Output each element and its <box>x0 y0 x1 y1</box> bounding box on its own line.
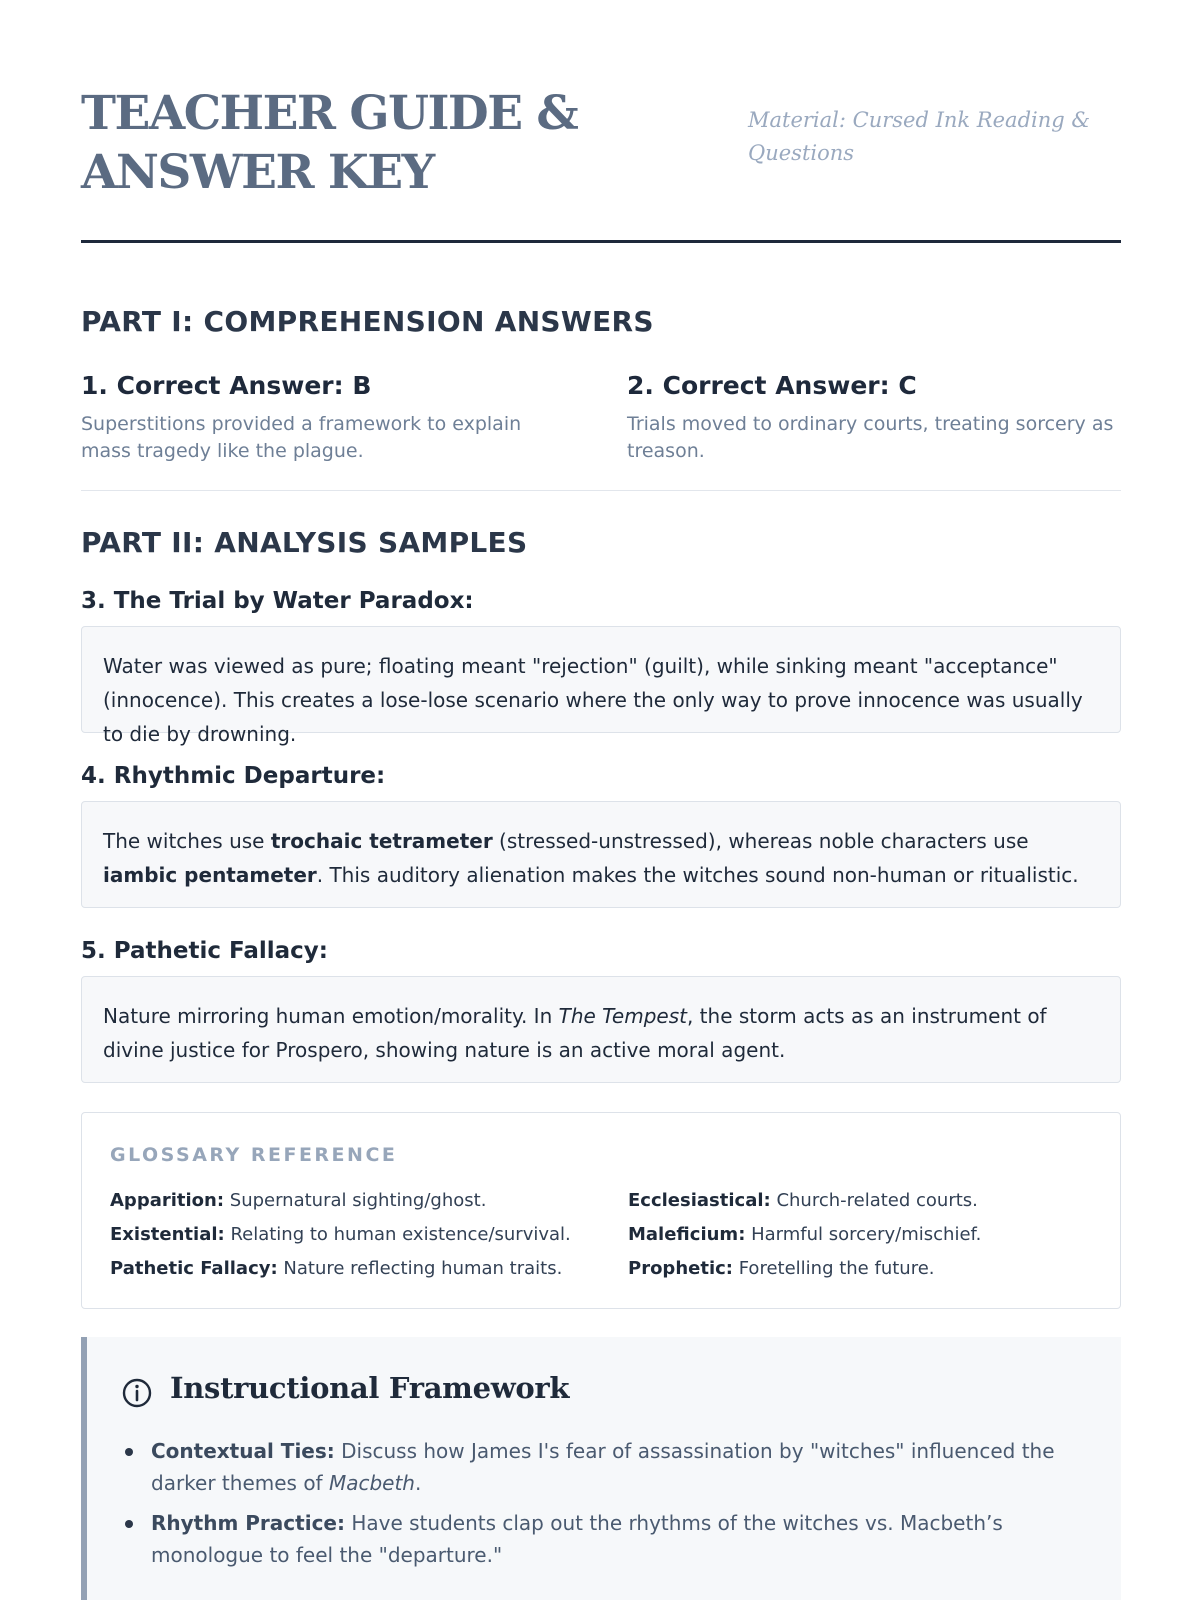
page <box>81 0 1121 1567</box>
glossary-item <box>628 1190 978 1211</box>
question-4-text-1: The witches use <box>103 829 271 853</box>
bullet-icon <box>125 1520 133 1528</box>
glossary-item <box>110 1190 486 1211</box>
answer-1 <box>81 370 571 465</box>
question-5-answer-box <box>81 976 1121 1083</box>
answer-1-text: Superstitions provided a framework to explain mass tragedy like the plague. <box>81 413 522 462</box>
framework-title: Instructional Framework <box>170 1371 570 1405</box>
glossary-title: GLOSSARY REFERENCE <box>110 1144 398 1166</box>
framework-item-label: Contextual Ties: <box>151 1439 335 1463</box>
glossary-term: Prophetic: <box>628 1258 733 1279</box>
answer-2-title: 2. Correct Answer: C <box>627 371 917 400</box>
framework-item-italic: Macbeth <box>328 1471 415 1495</box>
question-4-answer-box <box>81 801 1121 908</box>
glossary-definition: Supernatural sighting/ghost. <box>224 1190 487 1211</box>
glossary-definition: Church-related courts. <box>770 1190 978 1211</box>
question-3-text: Water was viewed as pure; floating meant "rejection" (guilt), while sinking meant "acceptance" (innocence). This creates a lose-lose scenario where the only way to prove innocence was usually to die by drowning. <box>103 654 1083 746</box>
page-title: TEACHER GUIDE & ANSWER KEY <box>81 86 578 200</box>
question-4-term-1: trochaic tetrameter <box>270 829 493 853</box>
framework-item-label: Rhythm Practice: <box>151 1511 345 1535</box>
glossary-term: Apparition: <box>110 1190 225 1211</box>
question-4-term-2: iambic pentameter <box>103 863 317 887</box>
page-header <box>81 0 1121 243</box>
glossary-term: Ecclesiastical: <box>628 1190 771 1211</box>
framework-item-text: Discuss how James I's fear of assassination by "witches" influenced the darker themes of <box>151 1439 1055 1495</box>
glossary-definition: Foretelling the future. <box>733 1258 935 1279</box>
glossary-item <box>110 1224 571 1245</box>
glossary-definition: Harmful sorcery/mischief. <box>745 1224 982 1245</box>
question-3-answer-box <box>81 626 1121 746</box>
framework-item-tail: . <box>414 1471 422 1495</box>
question-5-text-2: , the storm acts as an instrument of divine justice for Prospero, showing nature is an active moral agent. <box>103 1004 1047 1062</box>
section-divider <box>81 490 1121 491</box>
framework-list <box>125 1435 1085 1579</box>
glossary-reference <box>81 1112 1121 1309</box>
part-2-heading: PART II: ANALYSIS SAMPLES <box>81 526 528 559</box>
answer-1-title: 1. Correct Answer: B <box>81 371 372 400</box>
glossary-item <box>628 1258 935 1279</box>
info-icon <box>121 1377 153 1409</box>
question-5-text-1: Nature mirroring human emotion/morality. In <box>103 1004 559 1028</box>
question-5-title: 5. Pathetic Fallacy: <box>81 938 328 964</box>
list-item <box>125 1435 1085 1499</box>
glossary-term: Maleficium: <box>628 1224 746 1245</box>
answer-2-text: Trials moved to ordinary courts, treating sorcery as treason. <box>627 413 1114 462</box>
bullet-icon <box>125 1448 133 1456</box>
framework-item-text: Have students clap out the rhythms of the witches vs. Macbeth’s monologue to feel the "departure." <box>151 1511 1003 1567</box>
glossary-definition: Nature reflecting human traits. <box>277 1258 563 1279</box>
question-5-italic: The Tempest <box>558 1004 687 1028</box>
glossary-item <box>110 1258 562 1279</box>
question-4-text-2: (stressed-unstressed), whereas noble characters use <box>492 829 1029 853</box>
glossary-definition: Relating to human existence/survival. <box>224 1224 571 1245</box>
question-4-text-3: . This auditory alienation makes the witches sound non-human or ritualistic. <box>316 863 1079 887</box>
list-item <box>125 1507 1085 1571</box>
material-subtitle: Material: Cursed Ink Reading & Questions <box>748 108 1091 165</box>
glossary-term: Pathetic Fallacy: <box>110 1258 278 1279</box>
instructional-framework <box>81 1337 1121 1600</box>
glossary-term: Existential: <box>110 1224 225 1245</box>
part-1-heading: PART I: COMPREHENSION ANSWERS <box>81 305 654 338</box>
question-3-title: 3. The Trial by Water Paradox: <box>81 588 474 614</box>
glossary-item <box>628 1224 981 1245</box>
answer-2 <box>627 370 1117 465</box>
question-4-title: 4. Rhythmic Departure: <box>81 763 386 789</box>
